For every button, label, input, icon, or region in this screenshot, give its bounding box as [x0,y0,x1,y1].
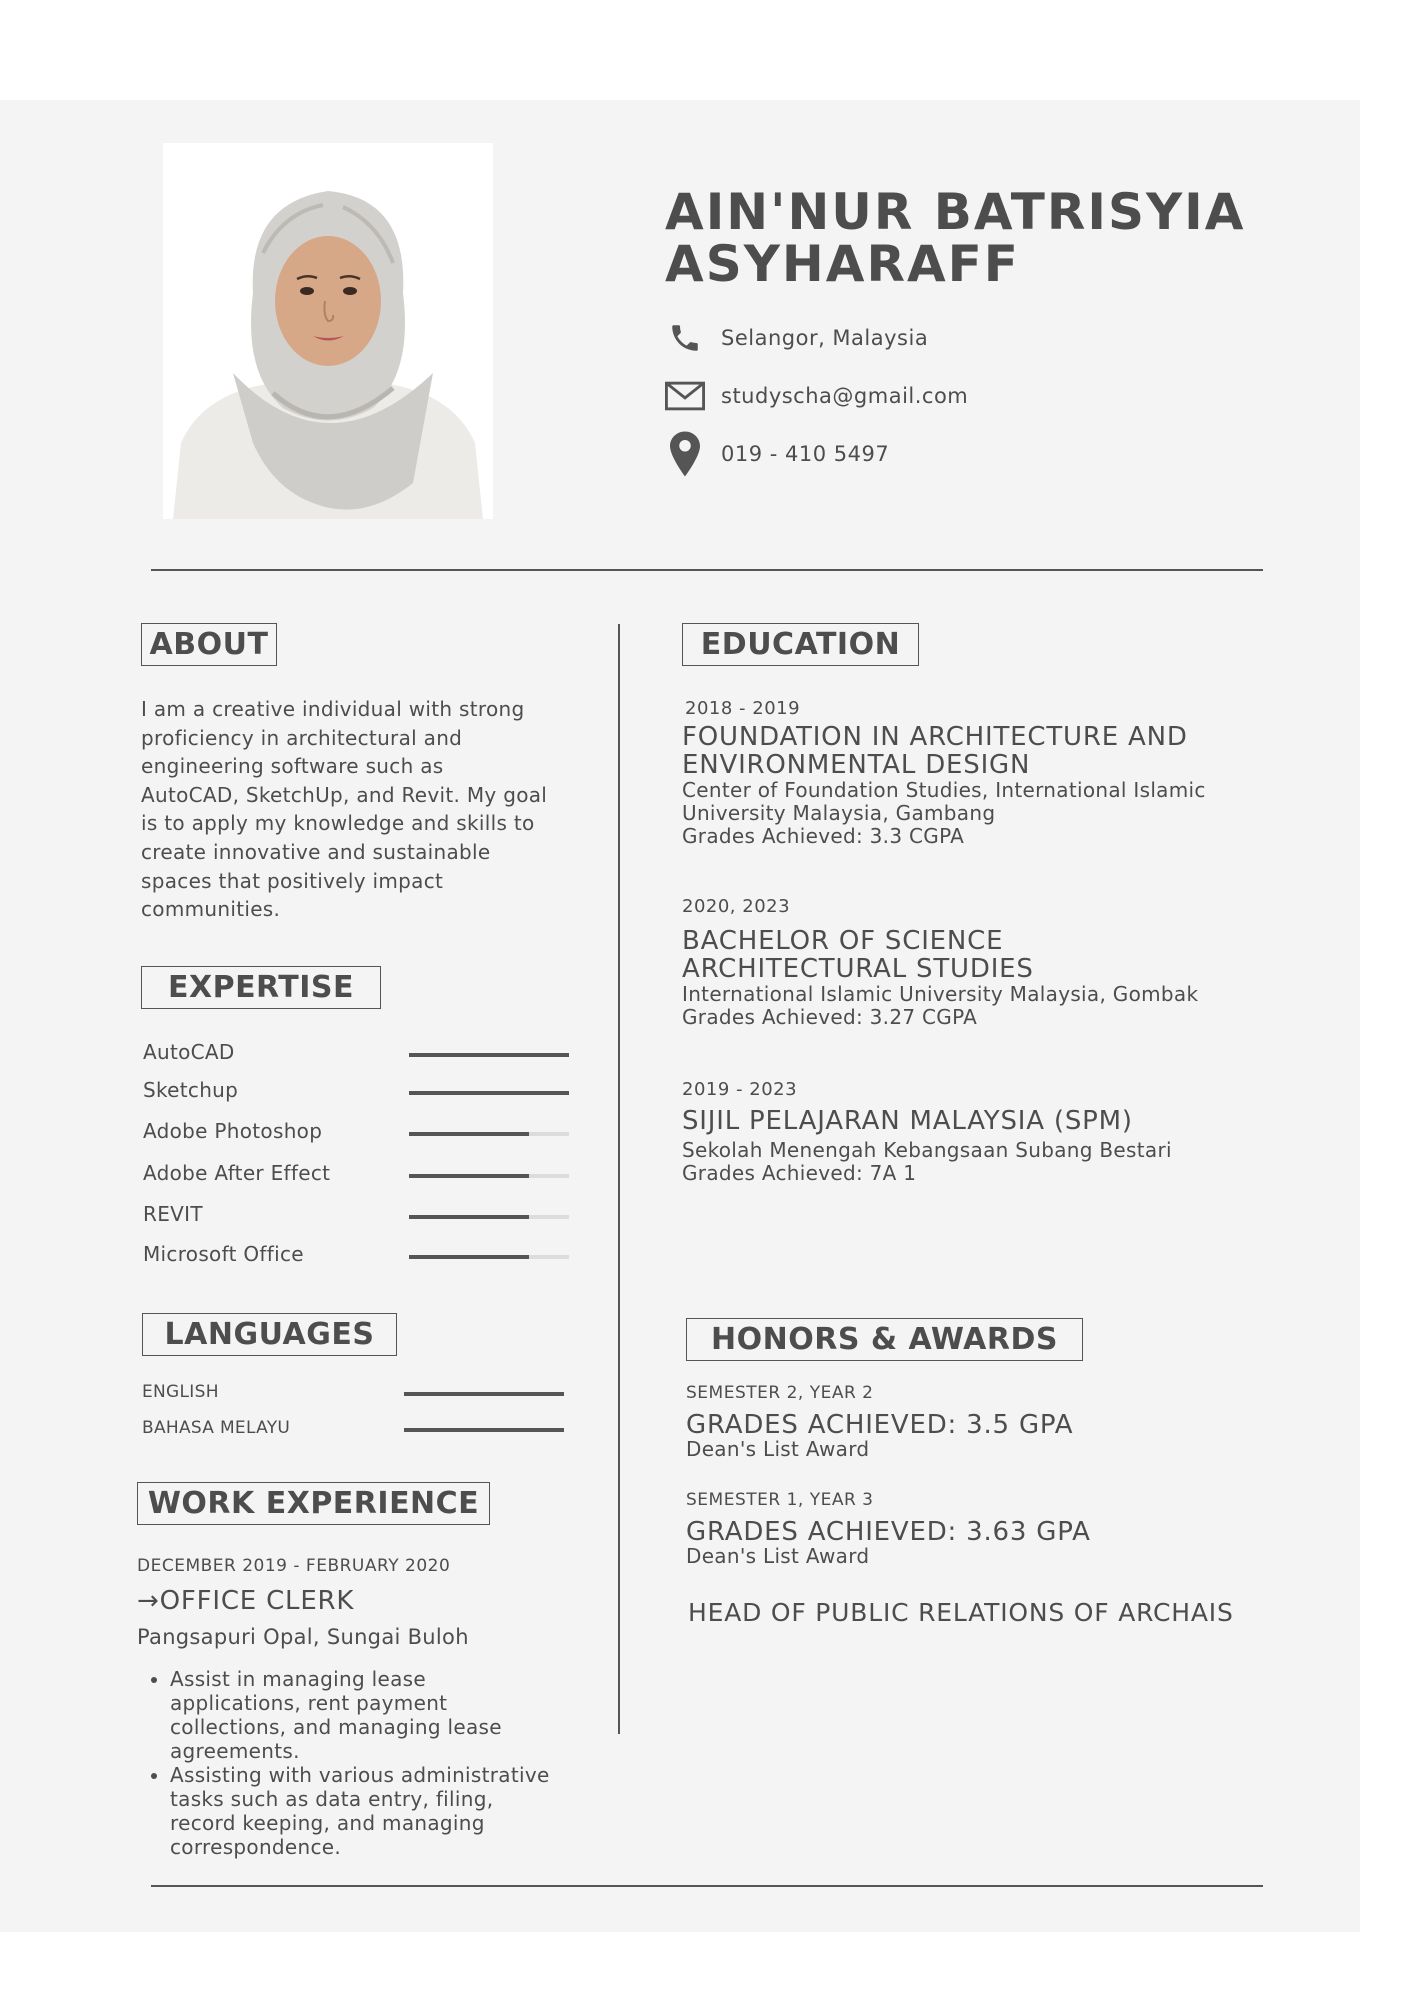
skill-level-bar [409,1215,569,1219]
honor-term: SEMESTER 2, YEAR 2 [686,1383,874,1403]
skill-level-bar [409,1091,569,1095]
education-title-line: SIJIL PELAJARAN MALAYSIA (SPM) [682,1106,1133,1136]
skill-row [143,1078,573,1108]
about-line: create innovative and sustainable [141,839,491,864]
skill-row [143,1202,573,1232]
skill-level-fill [409,1053,569,1057]
honor-entry [686,1490,1306,1566]
education-title-line: BACHELOR OF SCIENCE [682,926,1004,956]
skill-level-fill [409,1174,529,1178]
duty-line: correspondence. [170,1835,342,1859]
education-detail-line: Grades Achieved: 3.27 CGPA [682,1005,978,1029]
skill-level-bar [409,1132,569,1136]
skill-name: REVIT [143,1202,203,1226]
education-detail-line: Grades Achieved: 7A 1 [682,1161,917,1185]
honor-entry [686,1383,1306,1459]
contact-text: studyscha@gmail.com [721,384,969,408]
skill-name: Sketchup [143,1078,239,1102]
education-title [682,927,1302,983]
education-years: 2018 - 2019 [685,698,801,719]
education-details [682,1139,1302,1185]
education-years: 2020, 2023 [682,896,791,917]
education-title [682,723,1302,779]
skill-row [143,1119,573,1149]
education-entry [682,1079,1302,1185]
column-divider [618,624,620,1734]
duty-item [170,1667,620,1763]
skill-level-fill [409,1255,529,1259]
about-line: proficiency in architectural and [141,725,463,750]
contact-text: 019 - 410 5497 [721,442,890,466]
arrow-right-icon: → [137,1586,160,1616]
skill-level-bar [409,1255,569,1259]
skill-level-fill [409,1215,529,1219]
top-divider [151,569,1263,571]
about-line: is to apply my knowledge and skills to [141,811,535,836]
work-duties [140,1667,620,1859]
name-line-2: ASYHARAFF [665,235,1020,293]
honor-headline: GRADES ACHIEVED: 3.5 GPA [686,1410,1074,1440]
candidate-name [665,183,1345,293]
work-place: Pangsapuri Opal, Sungai Buloh [137,1625,469,1649]
work-role: OFFICE CLERK [159,1586,355,1616]
skill-name: AutoCAD [143,1040,235,1064]
language-level-bar [404,1392,564,1396]
mail-icon [665,376,705,416]
education-title-line: FOUNDATION IN ARCHITECTURE AND [682,722,1188,752]
honors-heading: HONORS & AWARDS [686,1318,1083,1361]
about-line: spaces that positively impact [141,868,444,893]
duty-item [170,1763,620,1859]
work-role-row [137,1586,354,1616]
skill-name: Adobe Photoshop [143,1119,323,1143]
about-line: I am a creative individual with strong [141,697,525,721]
language-row [142,1418,572,1448]
education-title-line: ARCHITECTURAL STUDIES [682,954,1034,984]
about-heading: ABOUT [141,623,277,666]
education-detail-line: University Malaysia, Gambang [682,801,996,825]
bottom-divider [151,1885,1263,1887]
education-detail-line: International Islamic University Malaysia, Gombak [682,982,1199,1006]
work-experience-heading: WORK EXPERIENCE [137,1482,490,1525]
language-level-bar [404,1428,564,1432]
duty-line: • Assisting with various administrative [170,1763,550,1787]
honor-award: Dean's List Award [686,1437,870,1461]
language-level-fill [404,1428,564,1432]
education-details [682,983,1302,1029]
languages-heading: LANGUAGES [142,1313,397,1356]
skill-level-fill [409,1132,529,1136]
contact-text: Selangor, Malaysia [721,326,929,350]
expertise-heading: EXPERTISE [141,966,381,1009]
duty-line: applications, rent payment [170,1691,448,1715]
education-entry [682,698,1302,848]
work-period: DECEMBER 2019 - FEBRUARY 2020 [137,1556,451,1576]
contact-location [665,318,1265,358]
about-line: AutoCAD, SketchUp, and Revit. My goal [141,782,548,807]
skill-name: Microsoft Office [143,1242,304,1266]
duty-line: record keeping, and managing [170,1811,485,1835]
language-level-fill [404,1392,564,1396]
education-details [682,779,1302,848]
honor-award: Dean's List Award [686,1544,870,1568]
duty-line: tasks such as data entry, filing, [170,1787,494,1811]
location-pin-icon [665,434,705,474]
education-years: 2019 - 2023 [682,1079,798,1100]
contact-phone [665,434,1265,474]
phone-icon [665,318,705,358]
duty-line: agreements. [170,1739,300,1763]
honor-term: SEMESTER 1, YEAR 3 [686,1490,874,1510]
duty-line: • Assist in managing lease [170,1667,426,1691]
contact-email[interactable] [665,376,1265,416]
about-line: communities. [141,897,281,922]
language-row [142,1382,572,1412]
honor-headline: GRADES ACHIEVED: 3.63 GPA [686,1517,1091,1547]
education-heading: EDUCATION [682,623,919,666]
name-line-1: AIN'NUR BATRISYIA [665,183,1246,241]
education-detail-line: Grades Achieved: 3.3 CGPA [682,824,965,848]
education-title [682,1107,1302,1135]
skill-row [143,1242,573,1272]
skill-level-fill [409,1091,569,1095]
skill-name: Adobe After Effect [143,1161,331,1185]
education-detail-line: Sekolah Menengah Kebangsaan Subang Bestari [682,1138,1172,1162]
education-title-line: ENVIRONMENTAL DESIGN [682,750,1031,780]
education-detail-line: Center of Foundation Studies, International Islamic [682,778,1206,802]
duty-line: collections, and managing lease [170,1715,502,1739]
education-entry [682,896,1302,1029]
skill-row [143,1161,573,1191]
skill-row [143,1040,573,1070]
language-name: ENGLISH [142,1382,219,1402]
about-line: engineering software such as [141,754,444,779]
skill-level-bar [409,1053,569,1057]
skill-level-bar [409,1174,569,1178]
about-text [141,695,611,924]
language-name: BAHASA MELAYU [142,1418,291,1438]
profile-photo [163,143,493,519]
honor-extra: HEAD OF PUBLIC RELATIONS OF ARCHAIS [688,1598,1234,1627]
